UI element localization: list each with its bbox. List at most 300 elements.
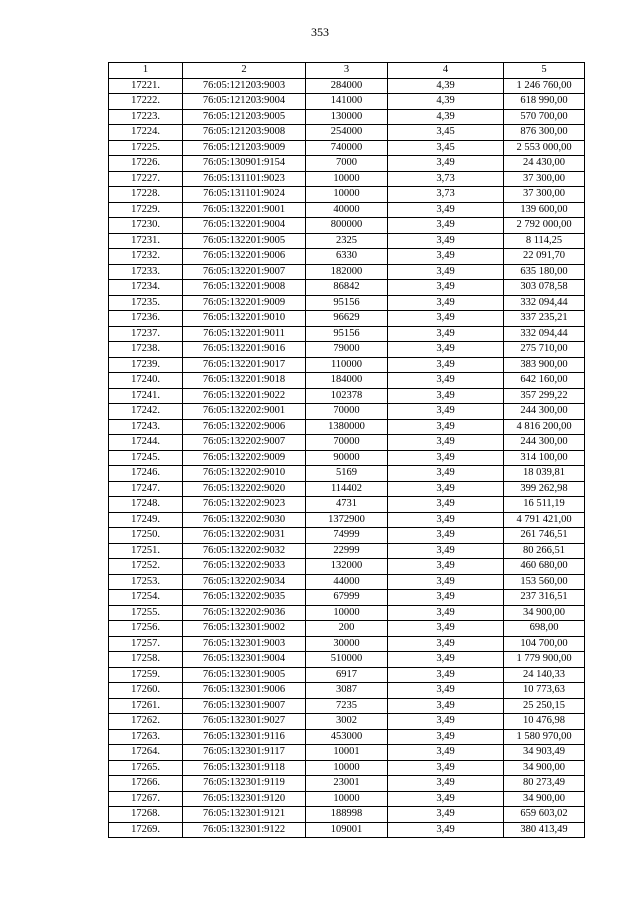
row-number-cell: 17236. [109,311,183,327]
area-cell: 86842 [306,280,388,296]
rate-cell: 3,49 [388,605,504,621]
amount-cell: 1 246 760,00 [504,78,585,94]
amount-cell: 332 094,44 [504,295,585,311]
rate-cell: 3,49 [388,156,504,172]
cadastral-number-cell: 76:05:132202:9006 [183,419,306,435]
cadastral-number-cell: 76:05:132201:9010 [183,311,306,327]
area-cell: 70000 [306,404,388,420]
rate-cell: 3,49 [388,528,504,544]
row-number-cell: 17227. [109,171,183,187]
cadastral-number-cell: 76:05:132202:9001 [183,404,306,420]
area-cell: 7235 [306,698,388,714]
area-cell: 254000 [306,125,388,141]
cadastral-number-cell: 76:05:132301:9116 [183,729,306,745]
table-row [109,295,585,311]
area-cell: 141000 [306,94,388,110]
rate-cell: 3,49 [388,357,504,373]
table-row [109,140,585,156]
cadastral-number-cell: 76:05:132301:9119 [183,776,306,792]
amount-cell: 618 990,00 [504,94,585,110]
cadastral-number-cell: 76:05:132301:9120 [183,791,306,807]
cadastral-number-cell: 76:05:132202:9032 [183,543,306,559]
table-row [109,683,585,699]
row-number-cell: 17258. [109,652,183,668]
table-row [109,202,585,218]
table-row [109,450,585,466]
table-row [109,807,585,823]
amount-cell: 18 039,81 [504,466,585,482]
area-cell: 800000 [306,218,388,234]
amount-cell: 383 900,00 [504,357,585,373]
row-number-cell: 17239. [109,357,183,373]
amount-cell: 261 746,51 [504,528,585,544]
area-cell: 30000 [306,636,388,652]
table-row [109,667,585,683]
rate-cell: 3,49 [388,698,504,714]
area-cell: 90000 [306,450,388,466]
cadastral-number-cell: 76:05:132201:9005 [183,233,306,249]
amount-cell: 37 300,00 [504,187,585,203]
rate-cell: 3,49 [388,574,504,590]
table-row [109,636,585,652]
rate-cell: 3,49 [388,218,504,234]
area-cell: 1372900 [306,512,388,528]
table-row [109,78,585,94]
rate-cell: 3,49 [388,729,504,745]
table-row [109,652,585,668]
row-number-cell: 17234. [109,280,183,296]
table-row [109,342,585,358]
area-cell: 10000 [306,171,388,187]
rate-cell: 3,49 [388,497,504,513]
rate-cell: 4,39 [388,78,504,94]
area-cell: 10000 [306,187,388,203]
area-cell: 44000 [306,574,388,590]
area-cell: 79000 [306,342,388,358]
cadastral-number-cell: 76:05:132202:9035 [183,590,306,606]
amount-cell: 25 250,15 [504,698,585,714]
table-row [109,574,585,590]
amount-cell: 2 553 000,00 [504,140,585,156]
row-number-cell: 17228. [109,187,183,203]
rate-cell: 3,49 [388,373,504,389]
area-cell: 5169 [306,466,388,482]
rate-cell: 4,39 [388,109,504,125]
rate-cell: 3,49 [388,233,504,249]
area-cell: 10000 [306,791,388,807]
amount-cell: 642 160,00 [504,373,585,389]
area-cell: 109001 [306,822,388,838]
area-cell: 40000 [306,202,388,218]
cadastral-number-cell: 76:05:132202:9007 [183,435,306,451]
amount-cell: 399 262,98 [504,481,585,497]
table-row [109,435,585,451]
table-row [109,791,585,807]
row-number-cell: 17264. [109,745,183,761]
amount-cell: 380 413,49 [504,822,585,838]
area-cell: 184000 [306,373,388,389]
amount-cell: 16 511,19 [504,497,585,513]
rate-cell: 3,49 [388,776,504,792]
cadastral-number-cell: 76:05:132201:9001 [183,202,306,218]
rate-cell: 3,49 [388,636,504,652]
rate-cell: 4,39 [388,94,504,110]
rate-cell: 3,49 [388,543,504,559]
table-row [109,481,585,497]
area-cell: 453000 [306,729,388,745]
rate-cell: 3,49 [388,295,504,311]
amount-cell: 24 430,00 [504,156,585,172]
amount-cell: 104 700,00 [504,636,585,652]
area-cell: 74999 [306,528,388,544]
rate-cell: 3,49 [388,745,504,761]
row-number-cell: 17232. [109,249,183,265]
rate-cell: 3,49 [388,264,504,280]
table-row [109,497,585,513]
row-number-cell: 17231. [109,233,183,249]
rate-cell: 3,73 [388,171,504,187]
cadastral-number-cell: 76:05:132202:9033 [183,559,306,575]
table-row [109,357,585,373]
column-header-2: 2 [183,63,306,79]
row-number-cell: 17252. [109,559,183,575]
column-header-3: 3 [306,63,388,79]
table-row [109,187,585,203]
area-cell: 2325 [306,233,388,249]
row-number-cell: 17265. [109,760,183,776]
amount-cell: 10 773,63 [504,683,585,699]
row-number-cell: 17240. [109,373,183,389]
row-number-cell: 17223. [109,109,183,125]
amount-cell: 303 078,58 [504,280,585,296]
rate-cell: 3,49 [388,311,504,327]
row-number-cell: 17249. [109,512,183,528]
cadastral-number-cell: 76:05:132201:9008 [183,280,306,296]
row-number-cell: 17243. [109,419,183,435]
amount-cell: 24 140,33 [504,667,585,683]
cadastral-number-cell: 76:05:132301:9121 [183,807,306,823]
cadastral-number-cell: 76:05:132202:9030 [183,512,306,528]
table-body [109,78,585,838]
area-cell: 740000 [306,140,388,156]
amount-cell: 1 580 970,00 [504,729,585,745]
cadastral-number-cell: 76:05:132202:9031 [183,528,306,544]
cadastral-number-cell: 76:05:132201:9004 [183,218,306,234]
table-row [109,388,585,404]
rate-cell: 3,49 [388,590,504,606]
table-row [109,512,585,528]
area-cell: 95156 [306,295,388,311]
table-row [109,776,585,792]
amount-cell: 357 299,22 [504,388,585,404]
amount-cell: 153 560,00 [504,574,585,590]
amount-cell: 10 476,98 [504,714,585,730]
amount-cell: 1 779 900,00 [504,652,585,668]
rate-cell: 3,49 [388,280,504,296]
rate-cell: 3,49 [388,419,504,435]
rate-cell: 3,49 [388,326,504,342]
cadastral-number-cell: 76:05:132301:9003 [183,636,306,652]
amount-cell: 337 235,21 [504,311,585,327]
amount-cell: 4 816 200,00 [504,419,585,435]
row-number-cell: 17246. [109,466,183,482]
cadastral-number-cell: 76:05:132301:9122 [183,822,306,838]
table-row [109,621,585,637]
table-row [109,528,585,544]
table-row [109,466,585,482]
amount-cell: 244 300,00 [504,404,585,420]
row-number-cell: 17225. [109,140,183,156]
column-header-1: 1 [109,63,183,79]
cadastral-number-cell: 76:05:132201:9018 [183,373,306,389]
area-cell: 188998 [306,807,388,823]
row-number-cell: 17233. [109,264,183,280]
cadastral-number-cell: 76:05:131101:9023 [183,171,306,187]
rate-cell: 3,49 [388,559,504,575]
row-number-cell: 17222. [109,94,183,110]
rate-cell: 3,49 [388,450,504,466]
area-cell: 102378 [306,388,388,404]
table-row [109,280,585,296]
cadastral-number-cell: 76:05:132201:9022 [183,388,306,404]
area-cell: 6330 [306,249,388,265]
cadastral-number-cell: 76:05:132301:9117 [183,745,306,761]
table-row [109,745,585,761]
column-header-4: 4 [388,63,504,79]
cadastral-number-cell: 76:05:132301:9002 [183,621,306,637]
table-row [109,264,585,280]
area-cell: 3087 [306,683,388,699]
amount-cell: 244 300,00 [504,435,585,451]
cadastral-number-cell: 76:05:132301:9006 [183,683,306,699]
table-row [109,419,585,435]
row-number-cell: 17241. [109,388,183,404]
cadastral-number-cell: 76:05:132201:9016 [183,342,306,358]
area-cell: 132000 [306,559,388,575]
cadastral-number-cell: 76:05:121203:9004 [183,94,306,110]
row-number-cell: 17253. [109,574,183,590]
table-row [109,326,585,342]
rate-cell: 3,45 [388,140,504,156]
area-cell: 6917 [306,667,388,683]
rate-cell: 3,49 [388,652,504,668]
table-row [109,822,585,838]
cadastral-number-cell: 76:05:132301:9027 [183,714,306,730]
rate-cell: 3,49 [388,683,504,699]
row-number-cell: 17245. [109,450,183,466]
row-number-cell: 17262. [109,714,183,730]
amount-cell: 460 680,00 [504,559,585,575]
amount-cell: 275 710,00 [504,342,585,358]
rate-cell: 3,49 [388,404,504,420]
amount-cell: 570 700,00 [504,109,585,125]
area-cell: 23001 [306,776,388,792]
cadastral-number-cell: 76:05:132301:9118 [183,760,306,776]
row-number-cell: 17248. [109,497,183,513]
row-number-cell: 17247. [109,481,183,497]
table-row [109,233,585,249]
header-row [109,63,585,79]
rate-cell: 3,49 [388,760,504,776]
amount-cell: 332 094,44 [504,326,585,342]
row-number-cell: 17266. [109,776,183,792]
amount-cell: 314 100,00 [504,450,585,466]
row-number-cell: 17244. [109,435,183,451]
rate-cell: 3,49 [388,435,504,451]
rate-cell: 3,49 [388,481,504,497]
rate-cell: 3,49 [388,249,504,265]
amount-cell: 34 900,00 [504,760,585,776]
rate-cell: 3,49 [388,621,504,637]
row-number-cell: 17254. [109,590,183,606]
area-cell: 3002 [306,714,388,730]
amount-cell: 37 300,00 [504,171,585,187]
area-cell: 130000 [306,109,388,125]
rate-cell: 3,49 [388,822,504,838]
rate-cell: 3,49 [388,512,504,528]
cadastral-number-cell: 76:05:132202:9036 [183,605,306,621]
area-cell: 7000 [306,156,388,172]
table-row [109,605,585,621]
rate-cell: 3,49 [388,388,504,404]
row-number-cell: 17230. [109,218,183,234]
table-row [109,125,585,141]
cadastral-number-cell: 76:05:132202:9009 [183,450,306,466]
area-cell: 200 [306,621,388,637]
table-row [109,249,585,265]
row-number-cell: 17235. [109,295,183,311]
cadastral-number-cell: 76:05:132202:9023 [183,497,306,513]
row-number-cell: 17251. [109,543,183,559]
row-number-cell: 17237. [109,326,183,342]
amount-cell: 4 791 421,00 [504,512,585,528]
rate-cell: 3,49 [388,714,504,730]
row-number-cell: 17259. [109,667,183,683]
row-number-cell: 17250. [109,528,183,544]
row-number-cell: 17255. [109,605,183,621]
row-number-cell: 17238. [109,342,183,358]
table-row [109,311,585,327]
cadastral-number-cell: 76:05:132201:9007 [183,264,306,280]
rate-cell: 3,49 [388,667,504,683]
cadastral-number-cell: 76:05:132201:9006 [183,249,306,265]
table-row [109,559,585,575]
rate-cell: 3,49 [388,202,504,218]
table-row [109,171,585,187]
cadastral-number-cell: 76:05:132202:9034 [183,574,306,590]
cadastral-number-cell: 76:05:132202:9020 [183,481,306,497]
amount-cell: 698,00 [504,621,585,637]
row-number-cell: 17224. [109,125,183,141]
table-row [109,218,585,234]
table-row [109,729,585,745]
table-row [109,543,585,559]
rate-cell: 3,49 [388,342,504,358]
amount-cell: 34 903,49 [504,745,585,761]
amount-cell: 876 300,00 [504,125,585,141]
amount-cell: 34 900,00 [504,791,585,807]
area-cell: 10001 [306,745,388,761]
table-row [109,714,585,730]
cadastral-number-cell: 76:05:132202:9010 [183,466,306,482]
area-cell: 284000 [306,78,388,94]
cadastral-number-cell: 76:05:121203:9005 [183,109,306,125]
area-cell: 70000 [306,435,388,451]
area-cell: 110000 [306,357,388,373]
amount-cell: 635 180,00 [504,264,585,280]
page-number: 353 [311,25,329,39]
table-row [109,156,585,172]
data-table [108,62,585,838]
area-cell: 95156 [306,326,388,342]
area-cell: 10000 [306,760,388,776]
rate-cell: 3,45 [388,125,504,141]
row-number-cell: 17267. [109,791,183,807]
row-number-cell: 17263. [109,729,183,745]
rate-cell: 3,49 [388,466,504,482]
cadastral-number-cell: 76:05:121203:9009 [183,140,306,156]
cadastral-number-cell: 76:05:132301:9005 [183,667,306,683]
area-cell: 4731 [306,497,388,513]
amount-cell: 80 266,51 [504,543,585,559]
area-cell: 22999 [306,543,388,559]
column-header-5: 5 [504,63,585,79]
row-number-cell: 17269. [109,822,183,838]
row-number-cell: 17257. [109,636,183,652]
cadastral-number-cell: 76:05:132301:9007 [183,698,306,714]
row-number-cell: 17260. [109,683,183,699]
row-number-cell: 17242. [109,404,183,420]
row-number-cell: 17221. [109,78,183,94]
amount-cell: 22 091,70 [504,249,585,265]
row-number-cell: 17229. [109,202,183,218]
row-number-cell: 17261. [109,698,183,714]
amount-cell: 80 273,49 [504,776,585,792]
area-cell: 510000 [306,652,388,668]
rate-cell: 3,73 [388,187,504,203]
table-row [109,698,585,714]
area-cell: 114402 [306,481,388,497]
table-row [109,94,585,110]
table-row [109,760,585,776]
table-row [109,590,585,606]
area-cell: 1380000 [306,419,388,435]
cadastral-number-cell: 76:05:132201:9009 [183,295,306,311]
table-row [109,404,585,420]
cadastral-number-cell: 76:05:132301:9004 [183,652,306,668]
cadastral-number-cell: 76:05:132201:9017 [183,357,306,373]
amount-cell: 237 316,51 [504,590,585,606]
area-cell: 96629 [306,311,388,327]
rate-cell: 3,49 [388,807,504,823]
area-cell: 182000 [306,264,388,280]
amount-cell: 659 603,02 [504,807,585,823]
row-number-cell: 17256. [109,621,183,637]
row-number-cell: 17268. [109,807,183,823]
row-number-cell: 17226. [109,156,183,172]
cadastral-number-cell: 76:05:132201:9011 [183,326,306,342]
cadastral-number-cell: 76:05:121203:9003 [183,78,306,94]
area-cell: 67999 [306,590,388,606]
cadastral-number-cell: 76:05:130901:9154 [183,156,306,172]
amount-cell: 8 114,25 [504,233,585,249]
area-cell: 10000 [306,605,388,621]
amount-cell: 139 600,00 [504,202,585,218]
cadastral-number-cell: 76:05:121203:9008 [183,125,306,141]
rate-cell: 3,49 [388,791,504,807]
table-row [109,373,585,389]
cadastral-number-cell: 76:05:131101:9024 [183,187,306,203]
